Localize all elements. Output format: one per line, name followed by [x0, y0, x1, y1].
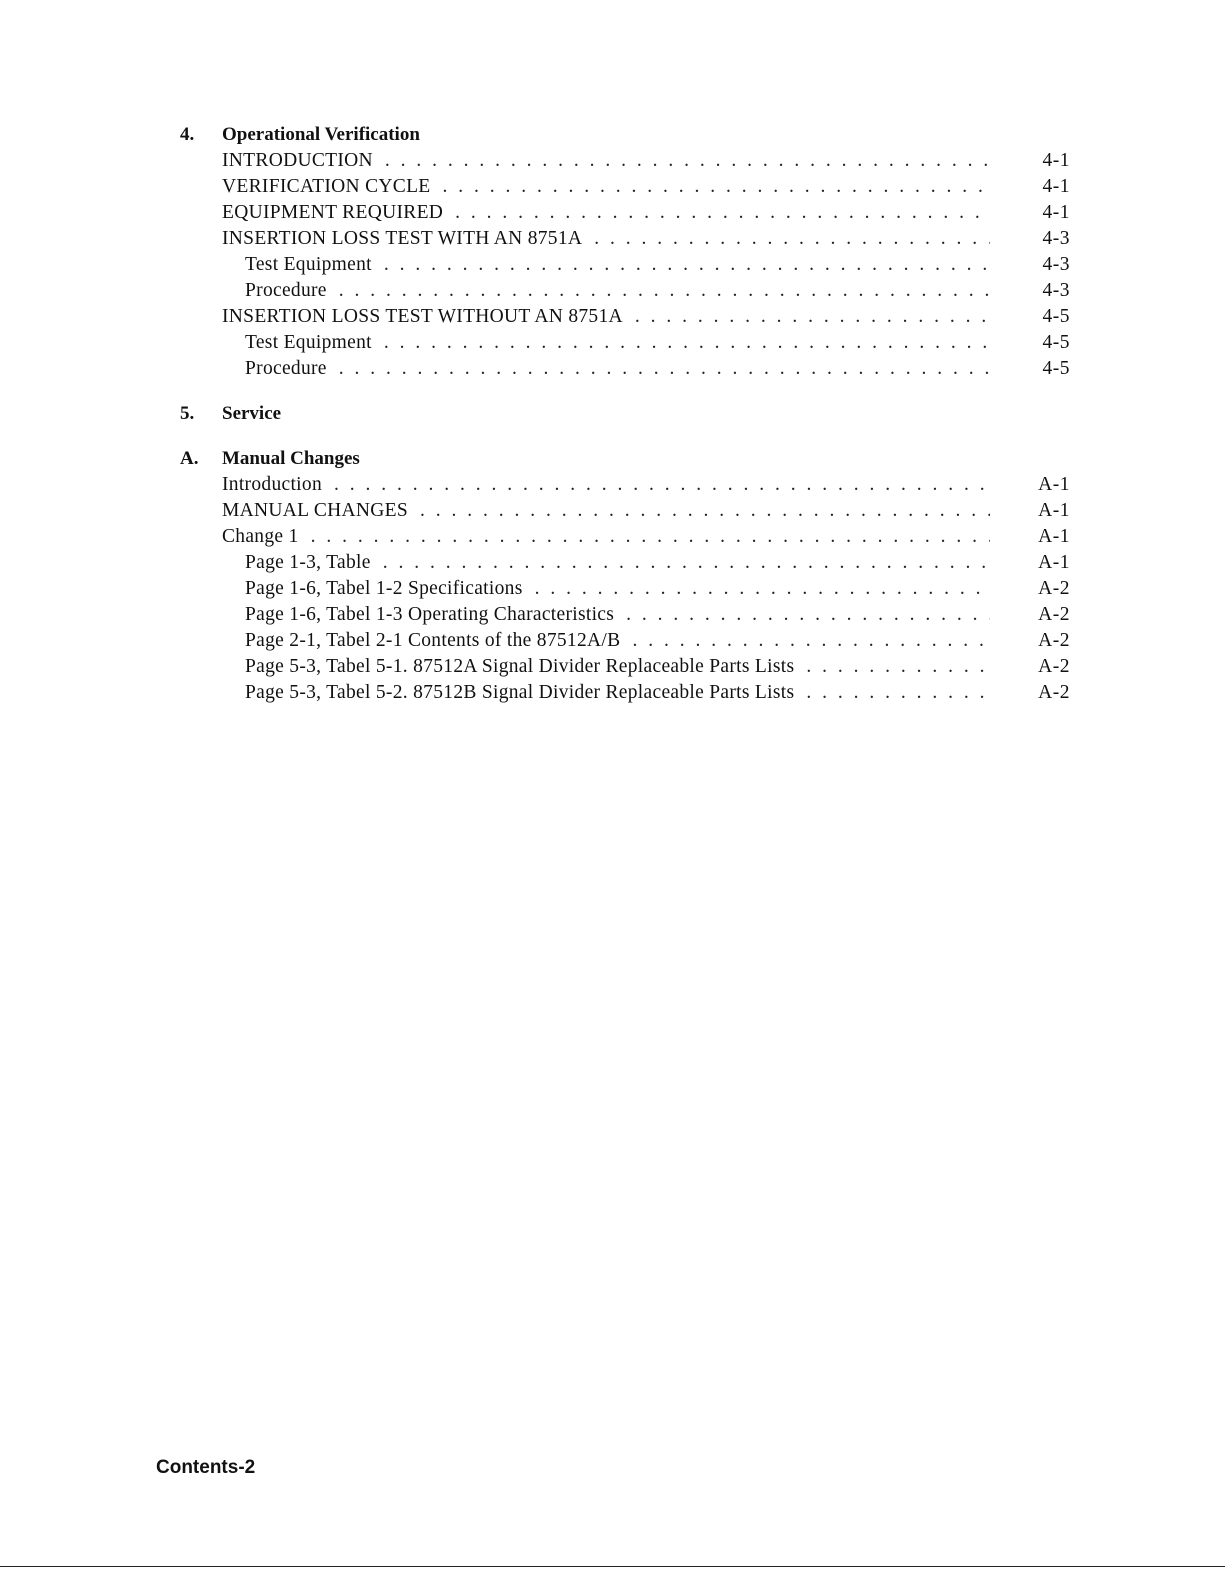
toc-entry-title: Test Equipment: [245, 254, 372, 275]
bottom-divider: [0, 1566, 1225, 1567]
dot-leader: [334, 474, 990, 496]
toc-subentry[interactable]: [180, 578, 1070, 604]
toc-entry-page: 4-5: [1042, 306, 1070, 327]
toc-entry-title: INSERTION LOSS TEST WITH AN 8751A: [222, 228, 583, 249]
chapter-title: Manual Changes: [222, 448, 360, 469]
toc-entry-title: Page 2-1, Tabel 2-1 Contents of the 87512A/B: [245, 630, 621, 651]
toc-entry-page: 4-3: [1042, 280, 1070, 301]
toc-entry-title: Page 5-3, Tabel 5-2. 87512B Signal Divider Replaceable Parts Lists: [245, 682, 795, 703]
chapter-title: Operational Verification: [222, 124, 420, 145]
dot-leader: [339, 358, 990, 380]
toc-entry-title: Page 1-6, Tabel 1-2 Specifications: [245, 578, 523, 599]
toc-entry-page: A-2: [1038, 578, 1070, 599]
chapter-number: 4.: [180, 124, 195, 145]
toc-entry-title: Introduction: [222, 474, 322, 495]
toc-entry-page: A-1: [1038, 474, 1070, 495]
toc-entry-page: 4-5: [1042, 358, 1070, 379]
chapter-number: 5.: [180, 403, 195, 424]
toc-entry-page: 4-3: [1042, 254, 1070, 275]
dot-leader: [384, 254, 990, 276]
chapter-heading[interactable]: [180, 124, 1070, 150]
toc-entry-title: VERIFICATION CYCLE: [222, 176, 431, 197]
toc-subentry[interactable]: [180, 656, 1070, 682]
chapter-5: [180, 403, 1070, 429]
chapter-entries: [180, 474, 1070, 708]
toc-subentry[interactable]: [180, 254, 1070, 280]
toc-entry[interactable]: [180, 500, 1070, 526]
dot-leader: [806, 656, 990, 678]
toc-subentry[interactable]: [180, 630, 1070, 656]
toc-entry-title: Procedure: [245, 280, 327, 301]
dot-leader: [420, 500, 990, 522]
toc-entry-page: A-1: [1038, 552, 1070, 573]
toc-subentry[interactable]: [180, 552, 1070, 578]
toc-subentry[interactable]: [180, 604, 1070, 630]
dot-leader: [443, 176, 990, 198]
toc-subentry[interactable]: [180, 682, 1070, 708]
toc-entry-page: 4-1: [1042, 176, 1070, 197]
dot-leader: [385, 150, 990, 172]
chapter-4: [180, 124, 1070, 384]
toc-entry[interactable]: [180, 306, 1070, 332]
toc-entry-page: 4-1: [1042, 202, 1070, 223]
toc-entry-page: A-2: [1038, 656, 1070, 677]
toc-entry-page: A-1: [1038, 526, 1070, 547]
toc-entry-title: Page 1-6, Tabel 1-3 Operating Characteristics: [245, 604, 615, 625]
toc-entry-title: EQUIPMENT REQUIRED: [222, 202, 444, 223]
appendix-a: [180, 448, 1070, 708]
toc-subentry[interactable]: [180, 280, 1070, 306]
chapter-number: A.: [180, 448, 199, 469]
toc-entry[interactable]: [180, 202, 1070, 228]
dot-leader: [339, 280, 990, 302]
dot-leader: [311, 526, 990, 548]
chapter-heading[interactable]: [180, 448, 1070, 474]
dot-leader: [632, 630, 990, 652]
dot-leader: [806, 682, 990, 704]
chapter-entries: [180, 150, 1070, 384]
toc-entry[interactable]: [180, 150, 1070, 176]
toc-entry-page: 4-1: [1042, 150, 1070, 171]
toc-entry[interactable]: [180, 526, 1070, 552]
dot-leader: [455, 202, 990, 224]
toc-entry-page: A-1: [1038, 500, 1070, 521]
chapter-heading[interactable]: [180, 403, 1070, 429]
toc-entry-page: 4-5: [1042, 332, 1070, 353]
dot-leader: [383, 552, 990, 574]
dot-leader: [626, 604, 990, 626]
toc-entry[interactable]: [180, 176, 1070, 202]
toc-entry[interactable]: [180, 474, 1070, 500]
toc-entry-title: INSERTION LOSS TEST WITHOUT AN 8751A: [222, 306, 623, 327]
chapter-title: Service: [222, 403, 282, 424]
toc-entry-title: Procedure: [245, 358, 327, 379]
toc-entry-page: 4-3: [1042, 228, 1070, 249]
dot-leader: [384, 332, 990, 354]
toc-entry-page: A-2: [1038, 630, 1070, 651]
toc-entry-title: INTRODUCTION: [222, 150, 373, 171]
toc-entry-title: MANUAL CHANGES: [222, 500, 409, 521]
page-footer-label: Contents-2: [156, 1457, 256, 1478]
toc-subentry[interactable]: [180, 332, 1070, 358]
toc-entry-title: Test Equipment: [245, 332, 372, 353]
toc-subentry[interactable]: [180, 358, 1070, 384]
dot-leader: [635, 306, 990, 328]
toc-entry[interactable]: [180, 228, 1070, 254]
dot-leader: [535, 578, 990, 600]
toc-entry-title: Page 5-3, Tabel 5-1. 87512A Signal Divider Replaceable Parts Lists: [245, 656, 795, 677]
toc-entry-title: Change 1: [222, 526, 299, 547]
table-of-contents: [180, 124, 1070, 727]
toc-entry-page: A-2: [1038, 604, 1070, 625]
toc-entry-page: A-2: [1038, 682, 1070, 703]
toc-entry-title: Page 1-3, Table: [245, 552, 371, 573]
dot-leader: [594, 228, 990, 250]
